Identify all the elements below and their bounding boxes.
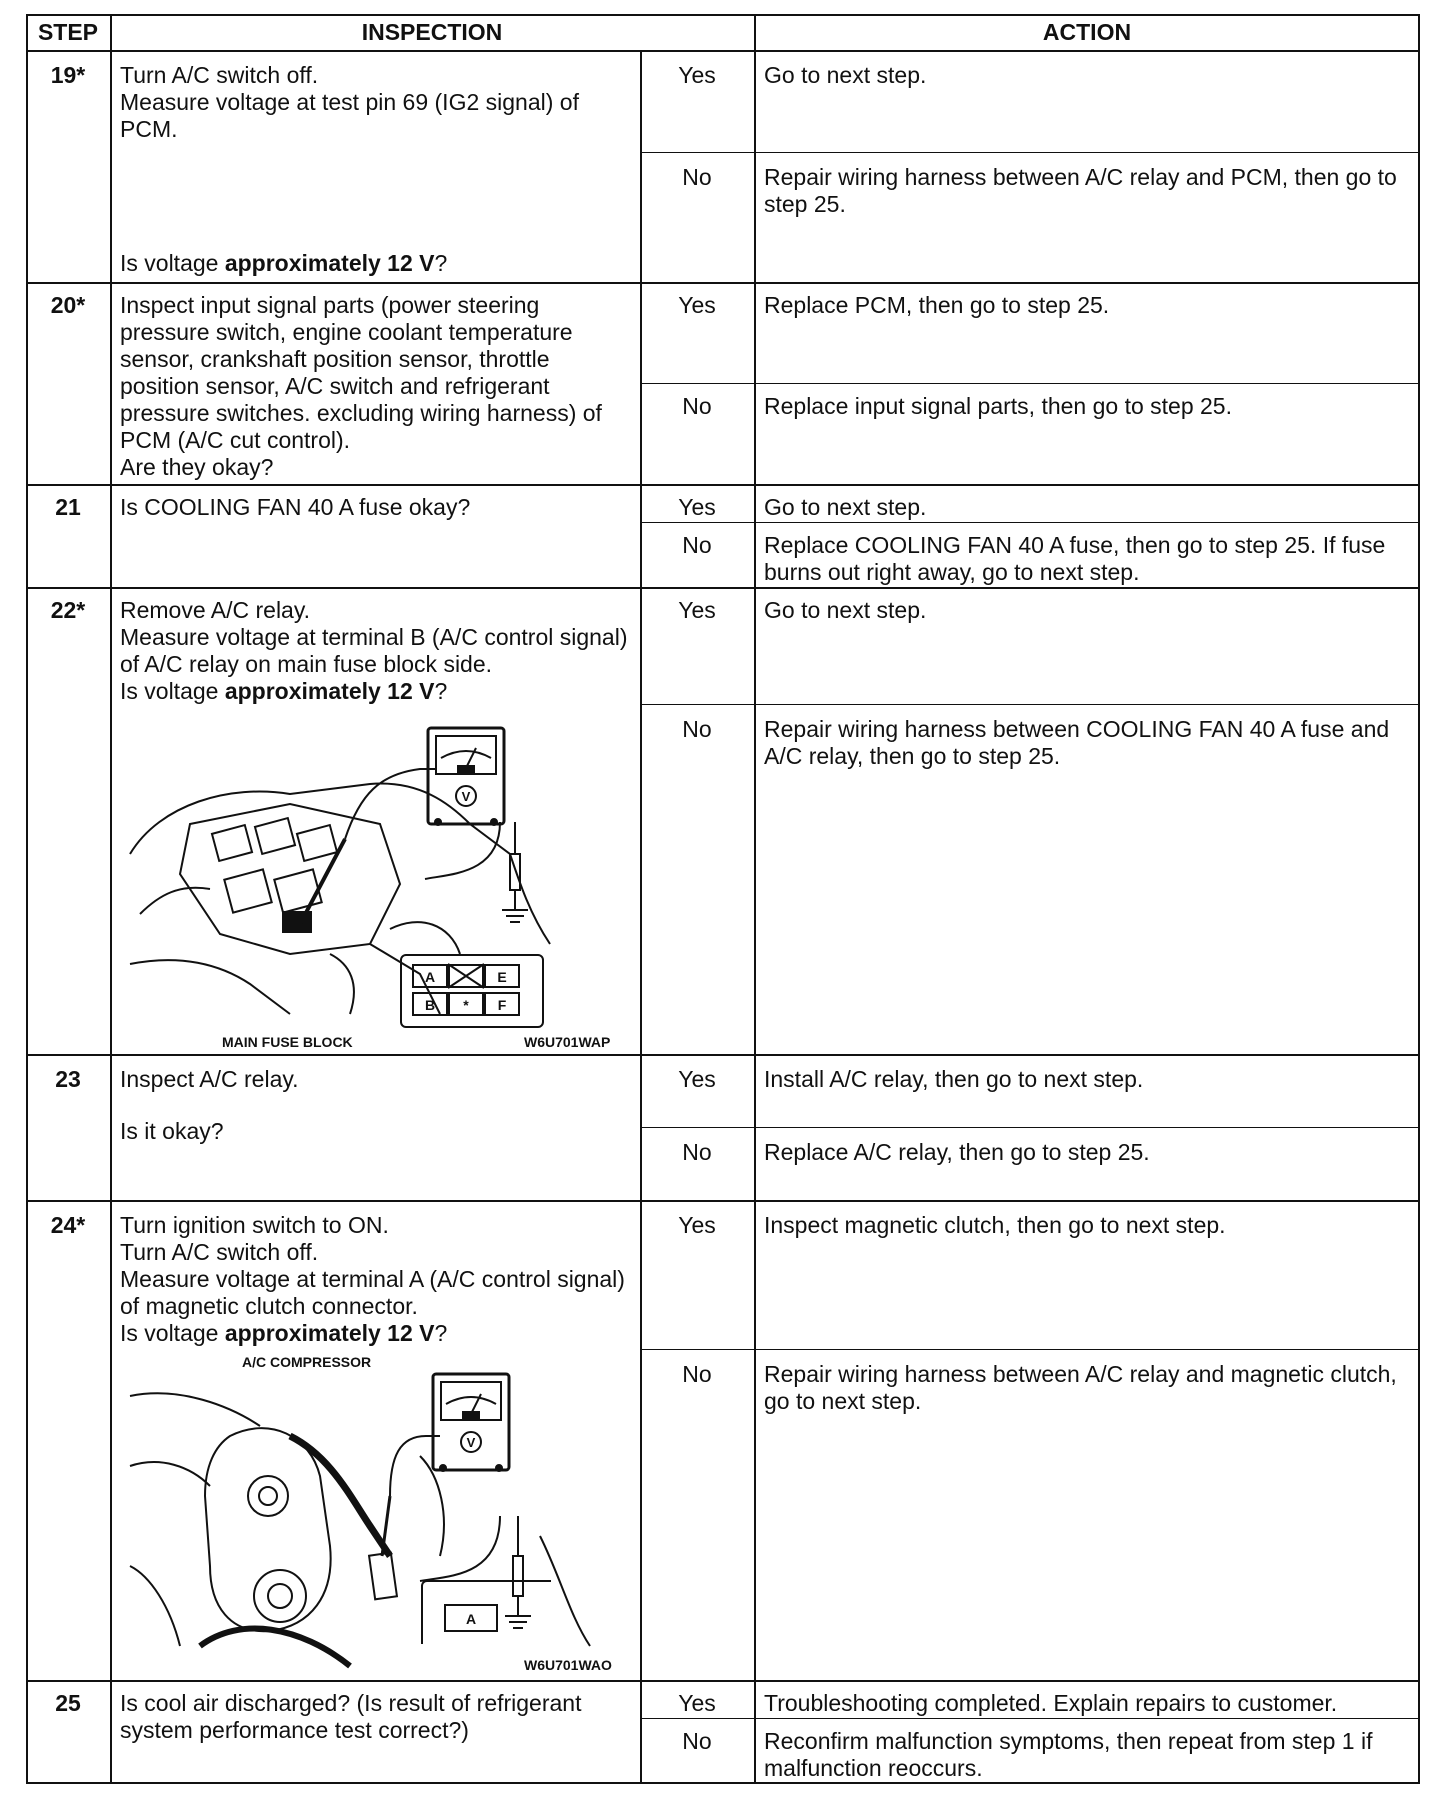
no-label: No <box>682 1139 712 1165</box>
yesno-rule-21 <box>640 522 1420 523</box>
yes-label: Yes <box>678 597 716 623</box>
voltmeter-symbol: V <box>466 1435 476 1450</box>
relay <box>297 825 337 861</box>
step-number: 25 <box>55 1690 81 1716</box>
connector-label: B <box>424 997 436 1013</box>
connector-pin-cross <box>448 964 484 988</box>
inspection-text: Is COOLING FAN 40 A fuse okay? <box>120 494 471 520</box>
step-number: 24* <box>50 1212 86 1238</box>
header-step: STEP <box>37 19 99 45</box>
inspection-text: Turn ignition switch to ON. Turn A/C switch off. Measure voltage at terminal A (A/C control signal) of magnetic clutch connector. <box>120 1212 625 1319</box>
voltmeter-symbol: V <box>461 789 471 804</box>
no-action: Reconfirm malfunction symptoms, then repeat from step 1 if malfunction reoccurs. <box>764 1728 1373 1781</box>
row-rule-20 <box>26 484 1420 486</box>
no-label: No <box>682 1361 712 1387</box>
diagnostic-table <box>26 14 1420 1784</box>
no-action: Replace A/C relay, then go to step 25. <box>764 1139 1150 1165</box>
inspection-text: Turn A/C switch off. Measure voltage at test pin 69 (IG2 signal) of PCM. <box>120 62 579 142</box>
yes-label: Yes <box>678 1212 716 1238</box>
yes-action: Go to next step. <box>764 494 927 520</box>
yes-label: Yes <box>678 62 716 88</box>
inspection-text: Remove A/C relay. Measure voltage at terminal B (A/C control signal) of A/C relay on main fuse block side. <box>120 597 628 677</box>
yesno-rule-24 <box>640 1349 1420 1350</box>
yesno-rule-22 <box>640 704 1420 705</box>
probe <box>300 839 345 924</box>
yes-action: Replace PCM, then go to step 25. <box>764 292 1110 318</box>
figure-code: W6U701WAP <box>524 1034 611 1050</box>
compressor-body <box>205 1428 331 1631</box>
no-label: No <box>682 1728 712 1754</box>
compressor-fitting <box>259 1487 277 1505</box>
header-action: ACTION <box>1042 19 1132 45</box>
relay <box>274 869 321 912</box>
figure-caption: A/C COMPRESSOR <box>242 1354 372 1370</box>
relay <box>255 818 295 854</box>
row-rule-21 <box>26 587 1420 589</box>
inspection-question: Is voltage approximately 12 V? <box>120 1320 448 1346</box>
hose <box>200 1629 350 1666</box>
harness <box>290 1436 390 1556</box>
yesno-rule-20 <box>640 383 1420 384</box>
inspection-text: Is cool air discharged? (Is result of refrigerant system performance test correct?) <box>120 1690 582 1743</box>
row-rule-24 <box>26 1680 1420 1682</box>
compressor-fitting <box>254 1570 306 1622</box>
magnetic-clutch-connector <box>369 1553 397 1600</box>
ground-lead <box>420 1516 500 1581</box>
fuse-block-illustration <box>120 714 640 1044</box>
probe-lead <box>345 769 436 839</box>
compressor-fitting <box>268 1584 292 1608</box>
no-label: No <box>682 532 712 558</box>
row-rule-22 <box>26 1054 1420 1056</box>
inspection-question: Is voltage approximately 12 V? <box>120 250 448 276</box>
connector-label: F <box>497 997 507 1013</box>
yes-action: Install A/C relay, then go to next step. <box>764 1066 1144 1092</box>
figure-caption: MAIN FUSE BLOCK <box>222 1034 353 1050</box>
figure-code: W6U701WAO <box>524 1657 612 1673</box>
compressor-fitting <box>248 1476 288 1516</box>
yesno-rule-25 <box>640 1718 1420 1719</box>
step-number: 20* <box>50 292 86 318</box>
engine-outline <box>130 888 290 1014</box>
no-label: No <box>682 393 712 419</box>
yes-label: Yes <box>678 494 716 520</box>
header-inspection: INSPECTION <box>361 19 503 45</box>
row-rule-19 <box>26 282 1420 284</box>
yes-action: Inspect magnetic clutch, then go to next step. <box>764 1212 1226 1238</box>
divider-action <box>754 14 756 1784</box>
yesno-rule-19 <box>640 152 1420 153</box>
no-label: No <box>682 164 712 190</box>
inspection-question: Is it okay? <box>120 1118 224 1144</box>
inspection-text: Inspect input signal parts (power steering pressure switch, engine coolant temperature sensor, crankshaft position sensor, throttle position sensor, A/C switch and refrigerant pressure switches. excluding wiring harness) of PCM (A/C cut control). Are they okay? <box>120 292 602 480</box>
no-action: Replace COOLING FAN 40 A fuse, then go to step 25. If fuse burns out right away, go to next step. <box>764 532 1386 585</box>
relay <box>224 869 271 912</box>
voltmeter <box>426 726 506 836</box>
inspection-text: Inspect A/C relay. <box>120 1066 299 1092</box>
no-action: Replace input signal parts, then go to step 25. <box>764 393 1232 419</box>
no-action: Repair wiring harness between COOLING FAN 40 A fuse and A/C relay, then go to step 25. <box>764 716 1390 769</box>
connector-label: A <box>465 1611 477 1627</box>
compressor-illustration <box>120 1376 640 1676</box>
connector-label: * <box>463 997 469 1013</box>
no-label: No <box>682 716 712 742</box>
relay <box>212 825 252 861</box>
step-number: 19* <box>50 62 86 88</box>
harness <box>390 922 460 954</box>
step-number: 22* <box>50 597 86 623</box>
yes-action: Troubleshooting completed. Explain repairs to customer. <box>764 1690 1338 1716</box>
divider-step <box>110 14 112 1784</box>
step-number: 23 <box>55 1066 81 1092</box>
row-rule-23 <box>26 1200 1420 1202</box>
yesno-rule-23 <box>640 1127 1420 1128</box>
connector-label: E <box>497 969 507 985</box>
step-number: 21 <box>55 494 81 520</box>
no-action: Repair wiring harness between A/C relay and PCM, then go to step 25. <box>764 164 1397 217</box>
connector-label: A <box>424 969 436 985</box>
inspection-question: Is voltage approximately 12 V? <box>120 678 448 704</box>
no-action: Repair wiring harness between A/C relay and magnetic clutch, go to next step. <box>764 1361 1397 1414</box>
header-rule <box>26 50 1420 52</box>
yes-label: Yes <box>678 1066 716 1092</box>
voltmeter <box>431 1372 511 1482</box>
yes-label: Yes <box>678 292 716 318</box>
yes-label: Yes <box>678 1690 716 1716</box>
yes-action: Go to next step. <box>764 597 927 623</box>
yes-action: Go to next step. <box>764 62 927 88</box>
